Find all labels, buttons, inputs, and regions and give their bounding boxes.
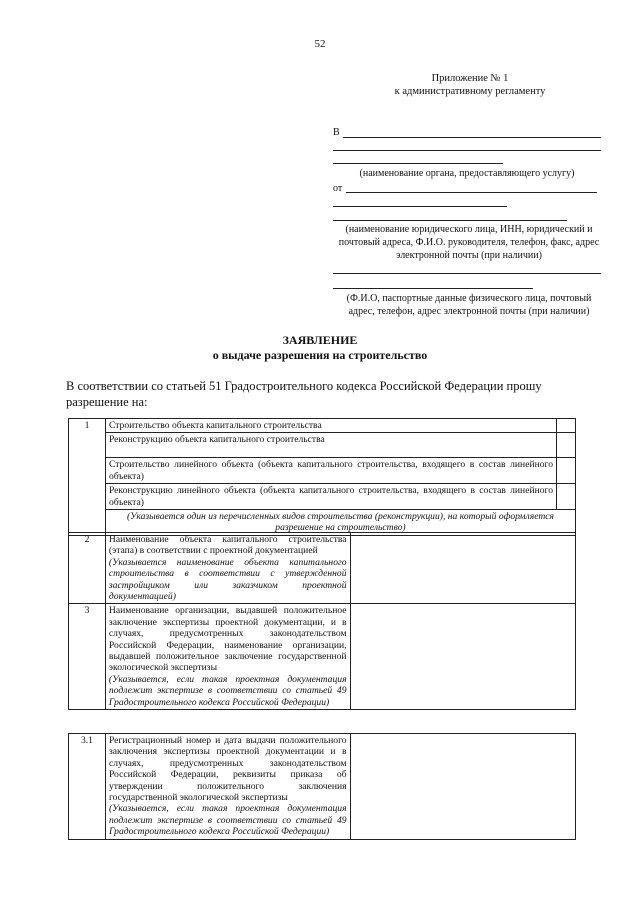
option-new-construction: Строительство объекта капитального строительства [105, 419, 556, 433]
expertise-org-note: (Указывается, если такая проектная документация подлежит экспертизе в соответствии со статьей 49 Градостроительного кодекса Российской Федерации) [108, 673, 347, 708]
table-row [69, 604, 576, 710]
option-reconstruction: Реконструкцию объекта капитального строительства [105, 433, 556, 458]
from-field-line-1[interactable] [346, 192, 597, 193]
from-prefix: от [333, 183, 343, 194]
appendix-label: Приложение № 1 [431, 73, 509, 84]
from-field-line-3[interactable] [333, 220, 567, 221]
legal-entity-caption: (наименование юридического лица, ИНН, юридический и почтовый адреса, Ф.И.О. руководителя, телефон, факс, адрес электронной почты (при наличии) [338, 224, 600, 261]
row1-note: (Указывается один из перечисленных видов строительства (реконструкции), на который оформляется разрешение на строительство) [105, 510, 575, 536]
org-caption: (наименование органа, предоставляющего услугу) [359, 168, 575, 179]
table-row [69, 433, 576, 458]
object-name-value[interactable] [350, 533, 575, 604]
row-number-3-1: 3.1 [69, 734, 106, 840]
object-name-note: (Указывается наименование объекта капитального строительства в соответствии с утвержденной застройщиком или заказчиком проектной документацией) [108, 556, 347, 603]
from-field-line-2[interactable] [333, 206, 507, 207]
individual-caption: (Ф.И.О, паспортные данные физического лица, почтовый адрес, телефон, адрес электронной почты (при наличии) [346, 293, 592, 317]
table-row [69, 734, 576, 840]
table-row [69, 533, 576, 604]
option-checkbox-1[interactable] [557, 419, 576, 433]
document-title: ЗАЯВЛЕНИЕ [282, 333, 358, 347]
expertise-registration-text: Регистрационный номер и дата выдачи положительного заключения экспертизы проектной документации и в случаях, предусмотренных законодательством Российской Федерации, реквизиты приказа об утверждении положительного заключения государственной экологической экспертизы [108, 735, 347, 804]
expertise-registration-label [105, 734, 350, 840]
expertise-org-text: Наименование организации, выдавшей положительное заключение экспертизы проектной документации, и в случаях, предусмотренных законодательством Российской Федерации, наименование организации, выдавшей положительное заключение государственной экологической экспертизы [108, 605, 347, 674]
to-prefix: В [333, 127, 340, 138]
row-number-1: 1 [69, 419, 106, 536]
table-row [69, 484, 576, 510]
row-number-2: 2 [69, 533, 106, 604]
option-checkbox-4[interactable] [557, 484, 576, 510]
object-name-text: Наименование объекта капитального строительства (этапа) в соответствии с проектной документацией [108, 534, 347, 557]
person-field-line-1[interactable] [333, 273, 601, 274]
application-table-continued [68, 532, 576, 710]
expertise-org-value[interactable] [350, 604, 575, 710]
application-table [68, 418, 576, 536]
appendix-subtitle: к административному регламенту [394, 86, 546, 97]
option-linear-reconstruction: Реконструкцию линейного объекта (объекта капитального строительства, входящего в состав линейного объекта) [105, 484, 556, 510]
option-linear-construction: Строительство линейного объекта (объекта капитального строительства, входящего в состав линейного объекта) [105, 458, 556, 484]
application-table-section-3-1 [68, 733, 576, 840]
table-row [69, 458, 576, 484]
row-number-3: 3 [69, 604, 106, 710]
expertise-registration-value[interactable] [350, 734, 575, 840]
object-name-label [105, 533, 350, 604]
expertise-registration-note: (Указывается, если такая проектная документация подлежит экспертизе в соответствии со статьей 49 Градостроительного кодекса Российской Федерации) [108, 803, 347, 838]
expertise-org-label [105, 604, 350, 710]
option-checkbox-3[interactable] [557, 458, 576, 484]
option-checkbox-2[interactable] [557, 433, 576, 458]
to-field-line-1[interactable] [343, 137, 601, 138]
intro-text: В соответствии со статьей 51 Градостроительного кодекса Российской Федерации прошу разрешение на: [66, 379, 542, 409]
document-subtitle: о выдаче разрешения на строительство [212, 348, 428, 362]
table-row [69, 419, 576, 433]
to-field-line-3[interactable] [333, 163, 503, 164]
to-field-line-2[interactable] [333, 150, 601, 151]
person-field-line-2[interactable] [333, 288, 533, 289]
page-number: 52 [314, 38, 326, 50]
